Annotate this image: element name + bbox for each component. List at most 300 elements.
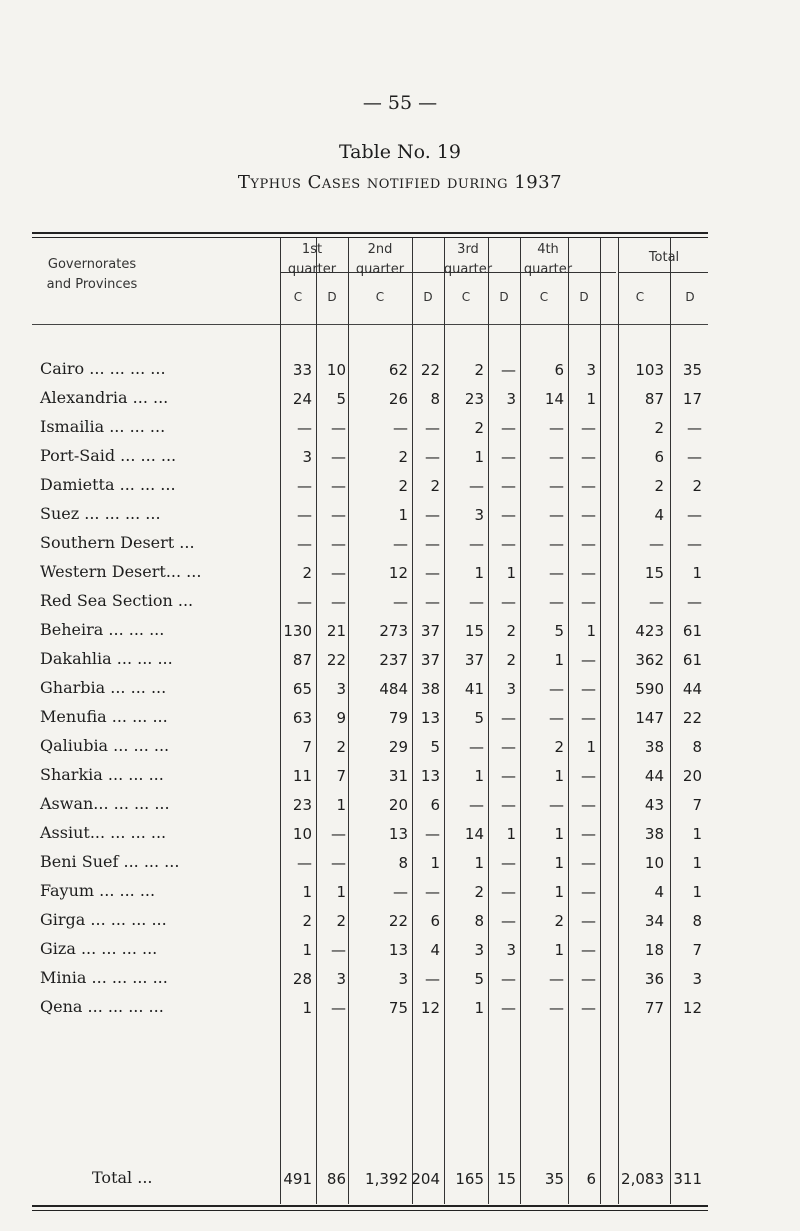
table-cell: 1 bbox=[554, 883, 564, 901]
table-cell: 3 bbox=[336, 680, 346, 698]
page-number: — 55 — bbox=[362, 92, 438, 114]
table-cell: 2 bbox=[554, 738, 564, 756]
table-cell: — bbox=[581, 419, 596, 437]
table-cell: — bbox=[331, 593, 346, 611]
table-cell: — bbox=[469, 535, 484, 553]
table-cell: 22 bbox=[682, 709, 702, 727]
governorate-name: Giza ... ... ... ... bbox=[40, 939, 158, 958]
table-cell: 6 bbox=[554, 361, 564, 379]
table-cell: 1 bbox=[474, 854, 484, 872]
table-cell: 2 bbox=[506, 622, 516, 640]
data-rows bbox=[32, 356, 708, 1023]
table-cell: 4 bbox=[430, 941, 440, 959]
table-cell: 6 bbox=[430, 796, 440, 814]
table-cell: 10 bbox=[326, 361, 346, 379]
total-cell: 204 bbox=[411, 1170, 440, 1188]
table-cell: 14 bbox=[464, 825, 484, 843]
table-cell: 1 bbox=[474, 999, 484, 1017]
governorate-name: Minia ... ... ... ... bbox=[40, 968, 168, 987]
table-cell: 34 bbox=[644, 912, 664, 930]
table-cell: — bbox=[425, 883, 440, 901]
table-cell: 6 bbox=[430, 912, 440, 930]
table-cell: — bbox=[581, 651, 596, 669]
table-cell: 590 bbox=[635, 680, 664, 698]
table-cell: — bbox=[297, 593, 312, 611]
table-cell: 13 bbox=[420, 767, 440, 785]
table-cell: — bbox=[501, 999, 516, 1017]
deaths-column-header: D bbox=[685, 290, 695, 304]
table-cell: — bbox=[469, 593, 484, 611]
governorate-name: Assiut... ... ... ... bbox=[40, 823, 167, 842]
table-row bbox=[32, 588, 708, 617]
table-cell: — bbox=[425, 593, 440, 611]
table-cell: — bbox=[581, 796, 596, 814]
governorate-name: Menufia ... ... ... bbox=[40, 707, 168, 726]
table-cell: — bbox=[581, 999, 596, 1017]
table-cell: 21 bbox=[326, 622, 346, 640]
table-row bbox=[32, 675, 708, 704]
table-cell: 484 bbox=[379, 680, 408, 698]
table-cell: 7 bbox=[336, 767, 346, 785]
table-cell: 2 bbox=[474, 419, 484, 437]
table-cell: 3 bbox=[302, 448, 312, 466]
table-cell: — bbox=[581, 506, 596, 524]
table-cell: — bbox=[425, 448, 440, 466]
table-cell: 77 bbox=[644, 999, 664, 1017]
table-cell: 423 bbox=[635, 622, 664, 640]
deaths-column-header: D bbox=[499, 290, 509, 304]
table-cell: 1 bbox=[474, 448, 484, 466]
governorate-name: Qena ... ... ... ... bbox=[40, 997, 164, 1016]
table-row bbox=[32, 443, 708, 472]
table-row bbox=[32, 385, 708, 414]
table-cell: — bbox=[297, 854, 312, 872]
table-cell: 2 bbox=[506, 651, 516, 669]
table-cell: — bbox=[501, 883, 516, 901]
table-cell: 2 bbox=[654, 419, 664, 437]
total-cell: 86 bbox=[326, 1170, 346, 1188]
table-cell: 8 bbox=[692, 738, 702, 756]
table-cell: — bbox=[581, 535, 596, 553]
table-cell: 1 bbox=[554, 941, 564, 959]
table-cell: 3 bbox=[398, 970, 408, 988]
table-cell: — bbox=[331, 941, 346, 959]
table-cell: — bbox=[549, 564, 564, 582]
governorate-name: Aswan... ... ... ... bbox=[40, 794, 170, 813]
table-cell: 3 bbox=[692, 970, 702, 988]
table-cell: 18 bbox=[644, 941, 664, 959]
governorate-name: Western Desert... ... bbox=[40, 562, 202, 581]
total-cell: 15 bbox=[496, 1170, 516, 1188]
top-rule bbox=[32, 232, 708, 234]
table-cell: — bbox=[581, 883, 596, 901]
table-cell: 44 bbox=[682, 680, 702, 698]
table-cell: — bbox=[581, 767, 596, 785]
table-cell: — bbox=[501, 477, 516, 495]
table-cell: 12 bbox=[682, 999, 702, 1017]
table-cell: 1 bbox=[692, 883, 702, 901]
table-cell: 8 bbox=[474, 912, 484, 930]
table-cell: — bbox=[297, 477, 312, 495]
bottom-rule bbox=[32, 1205, 708, 1207]
table-cell: 13 bbox=[420, 709, 440, 727]
table-cell: 1 bbox=[302, 883, 312, 901]
table-cell: — bbox=[501, 738, 516, 756]
table-row bbox=[32, 646, 708, 675]
total-label: Total ... bbox=[92, 1168, 153, 1187]
table-cell: — bbox=[501, 970, 516, 988]
table-cell: — bbox=[549, 970, 564, 988]
table-cell: 1 bbox=[554, 854, 564, 872]
table-cell: 1 bbox=[554, 651, 564, 669]
table-cell: 1 bbox=[554, 825, 564, 843]
table-cell: — bbox=[549, 535, 564, 553]
governorate-name: Southern Desert ... bbox=[40, 533, 195, 552]
table-cell: — bbox=[469, 477, 484, 495]
bottom-rule-thin bbox=[32, 1210, 708, 1211]
table-row bbox=[32, 791, 708, 820]
total-cell: 35 bbox=[544, 1170, 564, 1188]
table-cell: — bbox=[501, 709, 516, 727]
table-row bbox=[32, 907, 708, 936]
table-row bbox=[32, 762, 708, 791]
table-cell: — bbox=[549, 796, 564, 814]
total-header: Total bbox=[648, 250, 680, 265]
table-cell: — bbox=[501, 419, 516, 437]
table-cell: 1 bbox=[692, 854, 702, 872]
table-cell: — bbox=[425, 506, 440, 524]
table-cell: 20 bbox=[388, 796, 408, 814]
total-cell: 2,083 bbox=[621, 1170, 664, 1188]
table-cell: 9 bbox=[336, 709, 346, 727]
table-cell: — bbox=[331, 506, 346, 524]
q1-header: 1st quarter bbox=[287, 242, 337, 277]
table-cell: 65 bbox=[292, 680, 312, 698]
table-cell: 41 bbox=[464, 680, 484, 698]
table-cell: 26 bbox=[388, 390, 408, 408]
table-cell: — bbox=[297, 506, 312, 524]
table-cell: 23 bbox=[292, 796, 312, 814]
table-cell: 2 bbox=[692, 477, 702, 495]
table-cell: 1 bbox=[398, 506, 408, 524]
table-cell: — bbox=[549, 477, 564, 495]
table-cell: 37 bbox=[464, 651, 484, 669]
table-cell: — bbox=[425, 564, 440, 582]
table-cell: — bbox=[501, 854, 516, 872]
table-cell: 362 bbox=[635, 651, 664, 669]
table-cell: — bbox=[549, 419, 564, 437]
table-row bbox=[32, 994, 708, 1023]
table-cell: 38 bbox=[420, 680, 440, 698]
total-cell: 491 bbox=[283, 1170, 312, 1188]
table-cell: 2 bbox=[302, 912, 312, 930]
governorate-name: Ismailia ... ... ... bbox=[40, 417, 166, 436]
table-row bbox=[32, 617, 708, 646]
top-rule-thin bbox=[32, 237, 708, 238]
governorate-name: Beni Suef ... ... ... bbox=[40, 852, 180, 871]
table-cell: — bbox=[687, 506, 702, 524]
q3-header: 3rd quarter bbox=[443, 242, 493, 277]
table-cell: 61 bbox=[682, 651, 702, 669]
table-cell: 5 bbox=[554, 622, 564, 640]
table-cell: 22 bbox=[388, 912, 408, 930]
deaths-column-header: D bbox=[423, 290, 433, 304]
table-cell: — bbox=[581, 912, 596, 930]
table-cell: 12 bbox=[420, 999, 440, 1017]
table-cell: 31 bbox=[388, 767, 408, 785]
table-cell: 5 bbox=[430, 738, 440, 756]
table-caption: Typhus Cases notified during 1937 bbox=[237, 172, 563, 193]
total-cell: 165 bbox=[455, 1170, 484, 1188]
table-cell: 130 bbox=[283, 622, 312, 640]
table-cell: — bbox=[549, 593, 564, 611]
header-rule bbox=[32, 324, 708, 325]
table-cell: — bbox=[331, 825, 346, 843]
table-cell: 28 bbox=[292, 970, 312, 988]
table-cell: 1 bbox=[586, 390, 596, 408]
table-cell: 23 bbox=[464, 390, 484, 408]
deaths-column-header: D bbox=[579, 290, 589, 304]
table-cell: 22 bbox=[326, 651, 346, 669]
table-cell: — bbox=[687, 593, 702, 611]
table-cell: 2 bbox=[474, 361, 484, 379]
table-cell: 5 bbox=[474, 709, 484, 727]
subheader-rule-total bbox=[618, 272, 708, 273]
table-cell: — bbox=[649, 535, 664, 553]
table-cell: 7 bbox=[692, 941, 702, 959]
table-cell: — bbox=[581, 825, 596, 843]
cases-column-header: C bbox=[635, 290, 645, 304]
table-cell: 87 bbox=[292, 651, 312, 669]
table-cell: — bbox=[581, 564, 596, 582]
table-row bbox=[32, 820, 708, 849]
table-cell: — bbox=[549, 709, 564, 727]
table-cell: 62 bbox=[388, 361, 408, 379]
table-cell: 35 bbox=[682, 361, 702, 379]
table-cell: — bbox=[331, 999, 346, 1017]
table-cell: 63 bbox=[292, 709, 312, 727]
cases-column-header: C bbox=[539, 290, 549, 304]
table-cell: 10 bbox=[292, 825, 312, 843]
table-row bbox=[32, 559, 708, 588]
table-cell: 37 bbox=[420, 651, 440, 669]
governorate-name: Gharbia ... ... ... bbox=[40, 678, 167, 697]
table-row bbox=[32, 472, 708, 501]
table-cell: — bbox=[549, 680, 564, 698]
table-cell: 7 bbox=[692, 796, 702, 814]
table-cell: — bbox=[393, 419, 408, 437]
governorate-name: Alexandria ... ... bbox=[40, 388, 169, 407]
table-cell: 1 bbox=[692, 564, 702, 582]
table-row bbox=[32, 501, 708, 530]
table-cell: — bbox=[501, 767, 516, 785]
table-cell: 2 bbox=[474, 883, 484, 901]
table-cell: 36 bbox=[644, 970, 664, 988]
table-cell: 1 bbox=[506, 564, 516, 582]
governorate-name: Beheira ... ... ... bbox=[40, 620, 165, 639]
deaths-column-header: D bbox=[327, 290, 337, 304]
table-cell: 2 bbox=[654, 477, 664, 495]
table-cell: — bbox=[331, 535, 346, 553]
table-row bbox=[32, 965, 708, 994]
table-cell: 1 bbox=[586, 738, 596, 756]
governorate-name: Red Sea Section ... bbox=[40, 591, 194, 610]
table-cell: 11 bbox=[292, 767, 312, 785]
table-cell: — bbox=[393, 535, 408, 553]
governorate-name: Damietta ... ... ... bbox=[40, 475, 176, 494]
table-cell: 237 bbox=[379, 651, 408, 669]
table-cell: — bbox=[687, 535, 702, 553]
table-cell: 38 bbox=[644, 738, 664, 756]
table-cell: 15 bbox=[464, 622, 484, 640]
table-cell: 61 bbox=[682, 622, 702, 640]
governorate-name: Girga ... ... ... ... bbox=[40, 910, 167, 929]
table-cell: 6 bbox=[654, 448, 664, 466]
q4-header: 4th quarter bbox=[523, 242, 573, 277]
total-row bbox=[32, 1165, 708, 1195]
table-cell: 2 bbox=[398, 448, 408, 466]
table-cell: 10 bbox=[644, 854, 664, 872]
table-cell: 7 bbox=[302, 738, 312, 756]
table-cell: 79 bbox=[388, 709, 408, 727]
table-cell: — bbox=[425, 825, 440, 843]
table-cell: 1 bbox=[336, 883, 346, 901]
table-cell: — bbox=[581, 970, 596, 988]
table-cell: 1 bbox=[302, 941, 312, 959]
table-cell: 3 bbox=[336, 970, 346, 988]
table-cell: — bbox=[331, 419, 346, 437]
table-cell: 2 bbox=[336, 738, 346, 756]
table-cell: — bbox=[581, 941, 596, 959]
governorate-name: Port-Said ... ... ... bbox=[40, 446, 177, 465]
table-cell: — bbox=[393, 883, 408, 901]
table-cell: — bbox=[649, 593, 664, 611]
governorate-name: Dakahlia ... ... ... bbox=[40, 649, 173, 668]
table-cell: 29 bbox=[388, 738, 408, 756]
table-cell: — bbox=[331, 448, 346, 466]
table-cell: 2 bbox=[302, 564, 312, 582]
table-row bbox=[32, 704, 708, 733]
governorate-name: Suez ... ... ... ... bbox=[40, 504, 161, 523]
table-cell: 8 bbox=[398, 854, 408, 872]
q2-header: 2nd quarter bbox=[355, 242, 405, 277]
governorate-name: Qaliubia ... ... ... bbox=[40, 736, 170, 755]
table-row bbox=[32, 733, 708, 762]
total-cell: 1,392 bbox=[365, 1170, 408, 1188]
table-cell: — bbox=[331, 564, 346, 582]
table-cell: 13 bbox=[388, 825, 408, 843]
table-cell: 1 bbox=[506, 825, 516, 843]
table-cell: 44 bbox=[644, 767, 664, 785]
table-cell: 8 bbox=[692, 912, 702, 930]
table-cell: 15 bbox=[644, 564, 664, 582]
table-cell: — bbox=[393, 593, 408, 611]
table-cell: 17 bbox=[682, 390, 702, 408]
table-cell: 3 bbox=[506, 680, 516, 698]
table-cell: — bbox=[581, 854, 596, 872]
table-cell: 1 bbox=[430, 854, 440, 872]
table-cell: 4 bbox=[654, 506, 664, 524]
table-cell: — bbox=[425, 535, 440, 553]
table-cell: 22 bbox=[420, 361, 440, 379]
table-cell: 5 bbox=[336, 390, 346, 408]
table-cell: — bbox=[331, 477, 346, 495]
table-cell: — bbox=[581, 477, 596, 495]
cases-column-header: C bbox=[375, 290, 385, 304]
governorate-name: Sharkia ... ... ... bbox=[40, 765, 164, 784]
table-cell: — bbox=[425, 419, 440, 437]
table-cell: 1 bbox=[586, 622, 596, 640]
table-row bbox=[32, 878, 708, 907]
table-cell: 20 bbox=[682, 767, 702, 785]
table-cell: 1 bbox=[554, 767, 564, 785]
table-cell: — bbox=[469, 796, 484, 814]
table-cell: 33 bbox=[292, 361, 312, 379]
table-cell: — bbox=[549, 506, 564, 524]
table-cell: — bbox=[687, 448, 702, 466]
cases-column-header: C bbox=[461, 290, 471, 304]
table-row bbox=[32, 936, 708, 965]
table-cell: 3 bbox=[506, 390, 516, 408]
table-cell: 147 bbox=[635, 709, 664, 727]
table-cell: 3 bbox=[474, 506, 484, 524]
table-cell: — bbox=[581, 680, 596, 698]
table-cell: 37 bbox=[420, 622, 440, 640]
table-cell: 3 bbox=[474, 941, 484, 959]
table-cell: 5 bbox=[474, 970, 484, 988]
table-cell: — bbox=[297, 419, 312, 437]
table-row bbox=[32, 530, 708, 559]
table-cell: — bbox=[501, 506, 516, 524]
table-cell: — bbox=[469, 738, 484, 756]
table-cell: 13 bbox=[388, 941, 408, 959]
table-cell: 87 bbox=[644, 390, 664, 408]
cases-column-header: C bbox=[293, 290, 303, 304]
table-cell: 24 bbox=[292, 390, 312, 408]
governorate-name: Fayum ... ... ... bbox=[40, 881, 156, 900]
table-cell: 273 bbox=[379, 622, 408, 640]
table-row bbox=[32, 356, 708, 385]
governorates-header: Governorates and Provinces bbox=[46, 257, 138, 292]
table-cell: — bbox=[331, 854, 346, 872]
table-cell: 3 bbox=[506, 941, 516, 959]
table-cell: — bbox=[549, 448, 564, 466]
table-cell: 2 bbox=[554, 912, 564, 930]
table-cell: 2 bbox=[398, 477, 408, 495]
table-cell: — bbox=[501, 361, 516, 379]
table-cell: 1 bbox=[474, 564, 484, 582]
table-cell: 103 bbox=[635, 361, 664, 379]
table-cell: 4 bbox=[654, 883, 664, 901]
table-cell: 8 bbox=[430, 390, 440, 408]
table-cell: 1 bbox=[336, 796, 346, 814]
table-cell: 1 bbox=[302, 999, 312, 1017]
table-cell: 3 bbox=[586, 361, 596, 379]
table-cell: 38 bbox=[644, 825, 664, 843]
table-cell: 14 bbox=[544, 390, 564, 408]
table-number: Table No. 19 bbox=[338, 141, 462, 163]
table-cell: — bbox=[687, 419, 702, 437]
total-cell: 6 bbox=[586, 1170, 596, 1188]
table-cell: — bbox=[501, 448, 516, 466]
table-cell: — bbox=[581, 448, 596, 466]
table-cell: — bbox=[549, 999, 564, 1017]
table-cell: — bbox=[581, 593, 596, 611]
table-cell: 75 bbox=[388, 999, 408, 1017]
table-cell: — bbox=[501, 535, 516, 553]
table-cell: — bbox=[297, 535, 312, 553]
table-cell: 1 bbox=[474, 767, 484, 785]
